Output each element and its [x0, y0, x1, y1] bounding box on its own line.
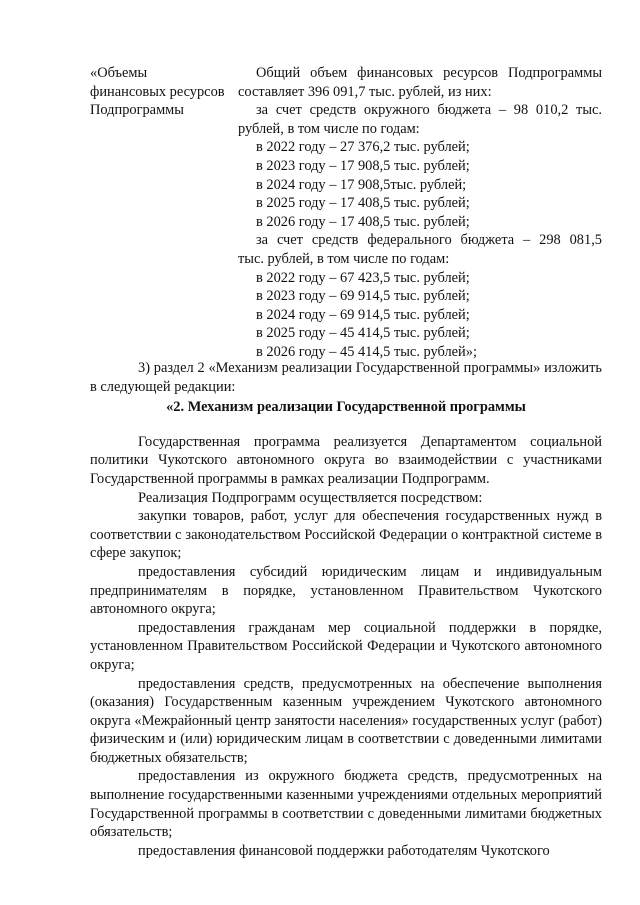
- passport-label-line: Подпрограммы: [90, 102, 184, 119]
- passport-value-line: за счет средств федерального бюджета – 298 081,5: [256, 232, 602, 249]
- passport-value-cell: [238, 64, 602, 362]
- passport-value-line: в 2024 году – 69 914,5 тыс. рублей;: [256, 306, 470, 323]
- passport-value-line: составляет 396 091,7 тыс. рублей, из них:: [238, 83, 492, 100]
- passport-value-line: в 2026 году – 17 408,5 тыс. рублей;: [256, 213, 470, 230]
- passport-value-line: в 2025 году – 45 414,5 тыс. рублей;: [256, 325, 470, 342]
- passport-label-line: «Объемы: [90, 65, 148, 81]
- passport-value-line: Общий объем финансовых ресурсов Подпрограммы: [256, 65, 602, 81]
- passport-value-line: в 2023 году – 17 908,5 тыс. рублей;: [256, 157, 470, 174]
- list-item: предоставления финансовой поддержки работодателям Чукотского: [138, 842, 550, 859]
- list-item: предоставления средств, предусмотренных на обеспечение выполнения (оказания) Государственным казенным учреждением Чукотского автономного округа «Межрайонный центр занятости населения» государственных услуг (работ) физическим и (или) юридическим лицам в соответствии с доведенными лимитами бюджетных обязательств;: [90, 675, 602, 766]
- passport-value-line: в 2022 году – 27 376,2 тыс. рублей;: [256, 139, 470, 156]
- document-body: [90, 359, 602, 860]
- paragraph: Государственная программа реализуется Департаментом социальной политики Чукотского автономного округа во взаимодействии с участниками Государственной программы в рамках реализации Подпрограмм.: [90, 433, 602, 487]
- list-item: предоставления из окружного бюджета средств, предусмотренных на выполнение государственными казенными учреждениями отдельных мероприятий Государственной программы в соответствии с доведенными лимитами бюджетных обязательств;: [90, 768, 602, 841]
- passport-table-row: [90, 64, 602, 362]
- passport-label-cell: [90, 64, 238, 362]
- list-item: закупки товаров, работ, услуг для обеспечения государственных нужд в соответствии с законодательством Российской Федерации о контрактной системе в сфере закупок;: [90, 508, 602, 562]
- amendment-item: 3) раздел 2 «Механизм реализации Государственной программы» изложить в следующей редакции:: [90, 360, 602, 395]
- passport-value-line: в 2023 году – 69 914,5 тыс. рублей;: [256, 288, 470, 305]
- passport-label-line: финансовых ресурсов: [90, 83, 225, 100]
- passport-value-line: в 2024 году – 17 908,5тыс. рублей;: [256, 176, 467, 193]
- list-item: предоставления субсидий юридическим лицам и индивидуальным предпринимателям в порядке, установленном Правительством Чукотского автономного округа;: [90, 563, 602, 618]
- passport-value-line: в 2026 году – 45 414,5 тыс. рублей»;: [256, 343, 477, 360]
- paragraph: Реализация Подпрограмм осуществляется посредством:: [138, 489, 483, 506]
- passport-value-line: в 2025 году – 17 408,5 тыс. рублей;: [256, 195, 470, 212]
- list-item: предоставления гражданам мер социальной поддержки в порядке, установленном Правительством Российской Федерации и Чукотского автономного округа;: [90, 619, 602, 673]
- passport-value-line: рублей, в том числе по годам:: [238, 120, 420, 137]
- section-heading: «2. Механизм реализации Государственной программы: [166, 399, 526, 416]
- passport-value-line: за счет средств окружного бюджета – 98 010,2 тыс.: [256, 102, 602, 119]
- passport-value-line: тыс. рублей, в том числе по годам:: [238, 250, 450, 267]
- passport-value-line: в 2022 году – 67 423,5 тыс. рублей;: [256, 269, 470, 286]
